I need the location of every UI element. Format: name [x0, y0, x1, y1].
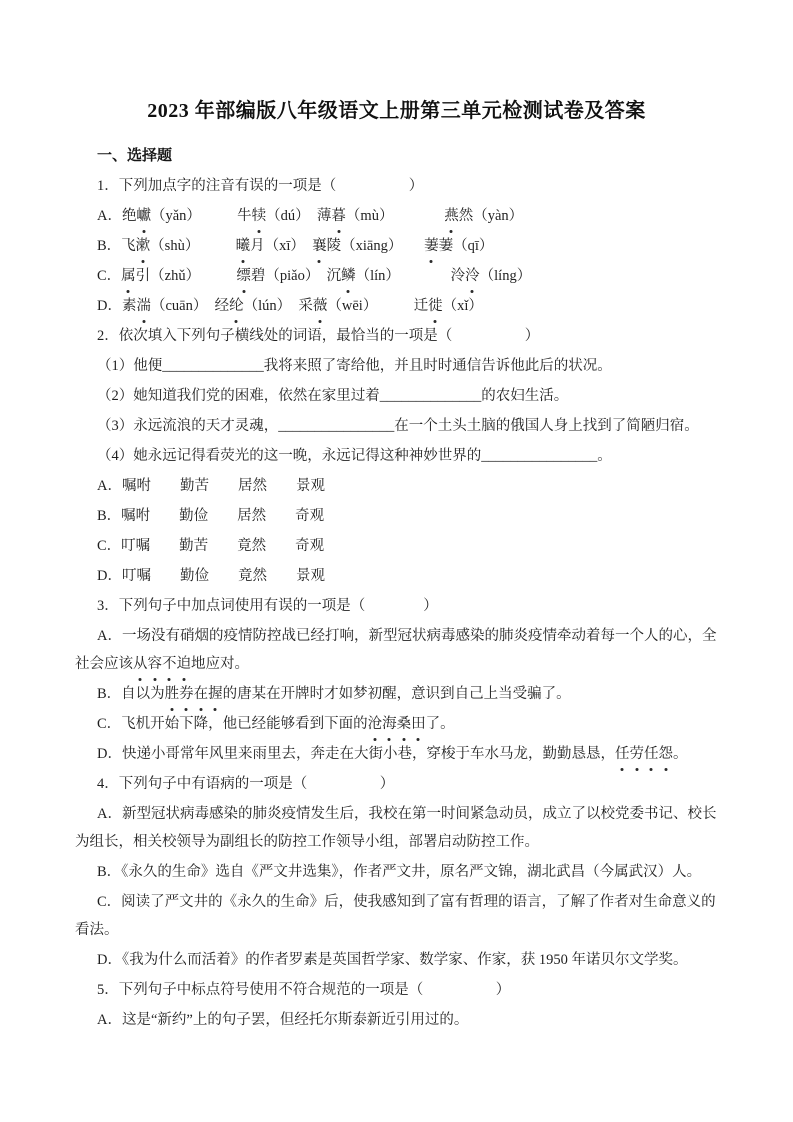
question-1-option-A: A．绝巘（yǎn） 牛犊（dú） 薄暮（mù） 燕然（yàn）: [75, 202, 718, 230]
emphasized-char: 不: [162, 650, 177, 678]
emphasized-char: 怨: [658, 740, 673, 768]
question-1-option-C: C．属引（zhǔ） 缥碧（piǎo） 沉鳞（lín） 泠泠（líng）: [75, 262, 718, 290]
emphasized-char: 任: [644, 740, 659, 768]
emphasized-char: 泠: [465, 262, 480, 290]
question-2-stem: 2．依次填入下列句子横线处的词语，最恰当的一项是（ ）: [97, 328, 540, 344]
emphasized-char: 纶: [229, 292, 244, 320]
emphasized-char: 缥: [236, 262, 251, 290]
question-3-stem: 3．下列句子中加点词使用有误的一项是（ ）: [97, 598, 438, 614]
emphasized-char: 萋: [424, 232, 439, 260]
question-2-blank-2: （2）她知道我们党的困难，依然在家里过着______________的农妇生活。: [97, 388, 569, 404]
question-4-option-B: B．《永久的生命》选自《严文井选集》，作者严文井，原名严文锦，湖北武昌（今属武汉）人。: [97, 864, 702, 880]
emphasized-char: 燕: [444, 202, 459, 230]
emphasized-char: 暮: [331, 202, 346, 230]
question-1-option-B: B．飞漱（shù） 曦月（xī） 襄陵（xiāng） 萋萋（qī）: [75, 232, 718, 260]
emphasized-char: 在: [194, 680, 209, 708]
question-3-option-D: D．快递小哥常年风里来雨里去，奔走在大街小巷，穿梭于车水马龙，勤勤恳恳，任劳任怨。: [75, 740, 718, 768]
emphasized-char: 巘: [136, 202, 151, 230]
emphasized-char: 从: [133, 650, 148, 678]
question-2-option-B: B．嘱咐 勤俭 居然 奇观: [97, 508, 325, 524]
emphasized-char: 劳: [629, 740, 644, 768]
question-2-blank-4: （4）她永远记得看荧光的这一晚，永远记得这种神妙世界的________________。: [97, 448, 612, 464]
question-2-option-D: D．叮嘱 勤俭 竟然 景观: [97, 568, 325, 584]
question-3-option-B: B．自以为胜券在握的唐某在开牌时才如梦初醒，意识到自己上当受骗了。: [75, 680, 718, 708]
question-2-blank-3: （3）永远流浪的天才灵魂，________________在一个土头土脑的俄国人身上找到了简陋归宿。: [97, 418, 699, 434]
emphasized-char: 湍: [136, 292, 151, 320]
question-2-option-A: A．嘱咐 勤苦 居然 景观: [97, 478, 325, 494]
question-3-option-C: C．飞机开始下降，他已经能够看到下面的沧海桑田了。: [75, 710, 718, 738]
emphasized-char: 漱: [136, 232, 151, 260]
emphasized-char: 海: [382, 710, 397, 738]
question-4-option-A: A．新型冠状病毒感染的肺炎疫情发生后，我校在第一时间紧急动员，成立了以校党委书记、校长为组长，相关校领导为副组长的防控工作领导小组，部署启动防控工作。: [75, 806, 717, 850]
page-title: 2023 年部编版八年级语文上册第三单元检测试卷及答案: [147, 100, 646, 122]
emphasized-char: 襄: [312, 232, 327, 260]
question-list: [75, 172, 718, 1034]
emphasized-char: 桑: [397, 710, 412, 738]
question-4-option-C: C．阅读了严文井的《永久的生命》后，使我感知到了富有哲理的语言，了解了作者对生命意义的看法。: [75, 894, 716, 938]
question-1-stem: 1．下列加点字的注音有误的一项是（ ）: [97, 178, 424, 194]
emphasized-char: 田: [411, 710, 426, 738]
emphasized-char: 胜: [165, 680, 180, 708]
question-4-stem: 4．下列句子中有语病的一项是（ ）: [97, 776, 395, 792]
emphasized-char: 犊: [252, 202, 267, 230]
emphasized-char: 握: [208, 680, 223, 708]
question-2-option-C: C．叮嘱 勤苦 竟然 奇观: [97, 538, 325, 554]
question-5-option-A: A．这是“新约”上的句子罢，但经托尔斯泰新近引用过的。: [97, 1012, 469, 1028]
emphasized-char: 曦: [236, 232, 251, 260]
question-4-option-D: D．《我为什么而活着》的作者罗素是英国哲学家、数学家、作家，获 1950 年诺贝尔文学奖。: [97, 952, 688, 968]
emphasized-char: 迫: [177, 650, 192, 678]
emphasized-char: 任: [615, 740, 630, 768]
emphasized-char: 容: [148, 650, 163, 678]
emphasized-char: 券: [179, 680, 194, 708]
emphasized-char: 属: [121, 262, 136, 290]
question-2-blank-1: （1）他便______________我将来照了寄给他，并且时时通信告诉他此后的状况。: [97, 358, 612, 374]
question-3-option-A: A．一场没有硝烟的疫情防控战已经打响，新型冠状病毒感染的肺炎疫情牵动着每一个人的心，全社会应该从容不迫地应对。: [75, 622, 718, 678]
emphasized-char: 徙: [428, 292, 443, 320]
question-5-stem: 5．下列句子中标点符号使用不符合规范的一项是（ ）: [97, 982, 511, 998]
section-heading: 一、选择题: [97, 148, 173, 164]
emphasized-char: 薇: [313, 292, 328, 320]
question-1-option-D: D．素湍（cuān） 经纶（lún） 采薇（wēi） 迁徙（xǐ）: [75, 292, 718, 320]
emphasized-char: 沧: [368, 710, 383, 738]
emphasized-char: 鳞: [341, 262, 356, 290]
